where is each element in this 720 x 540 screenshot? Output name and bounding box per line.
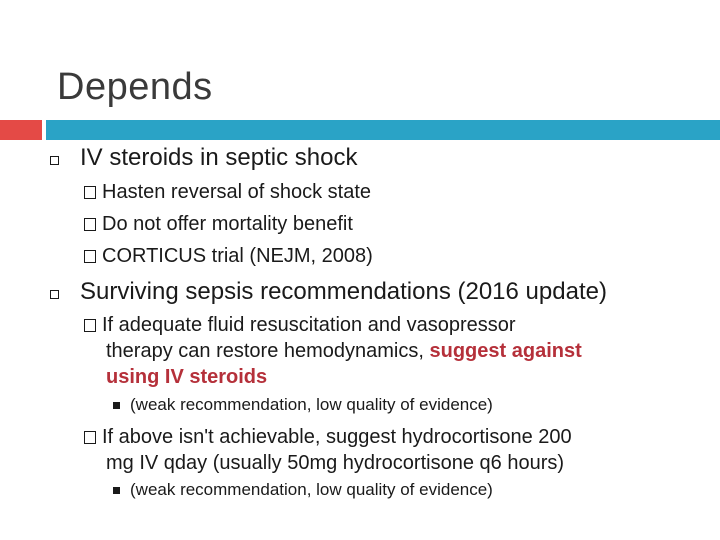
sub-bullet-fluid-line2: therapy can restore hemodynamics, suggest against xyxy=(106,340,582,362)
highlight-using-iv-steroids: using IV steroids xyxy=(106,366,268,388)
sub-bullet-corticus: CORTICUS trial (NEJM, 2008) xyxy=(84,243,373,269)
bullet-filled-square-icon xyxy=(113,487,120,494)
sub-bullet-hydrocortisone: If above isn't achievable, suggest hydrocortisone 200 xyxy=(84,424,572,450)
bullet-steroids-septic-shock: IV steroids in septic shock xyxy=(80,144,358,171)
note-weak-recommendation-1: (weak recommendation, low quality of evidence) xyxy=(130,395,493,414)
sub-bullet-hasten-reversal: Hasten reversal of shock state xyxy=(84,179,371,205)
checkbox-icon xyxy=(84,431,96,444)
checkbox-icon xyxy=(84,186,96,199)
checkbox-icon xyxy=(84,218,96,231)
sub-bullet-fluid-resuscitation: If adequate fluid resuscitation and vasopressor xyxy=(84,312,516,338)
bullet-surviving-sepsis: Surviving sepsis recommendations (2016 update) xyxy=(80,278,607,305)
slide-title: Depends xyxy=(57,66,213,108)
bullet-square-icon xyxy=(50,290,59,299)
bullet-square-icon xyxy=(50,156,59,165)
checkbox-icon xyxy=(84,319,96,332)
note-weak-recommendation-2: (weak recommendation, low quality of evidence) xyxy=(130,480,493,499)
highlight-suggest-against: suggest against xyxy=(429,340,582,362)
bullet-filled-square-icon xyxy=(113,402,120,409)
sub-bullet-mortality: Do not offer mortality benefit xyxy=(84,211,353,237)
sub-bullet-hydrocortisone-line2: mg IV qday (usually 50mg hydrocortisone q6 hours) xyxy=(106,452,565,474)
checkbox-icon xyxy=(84,250,96,263)
